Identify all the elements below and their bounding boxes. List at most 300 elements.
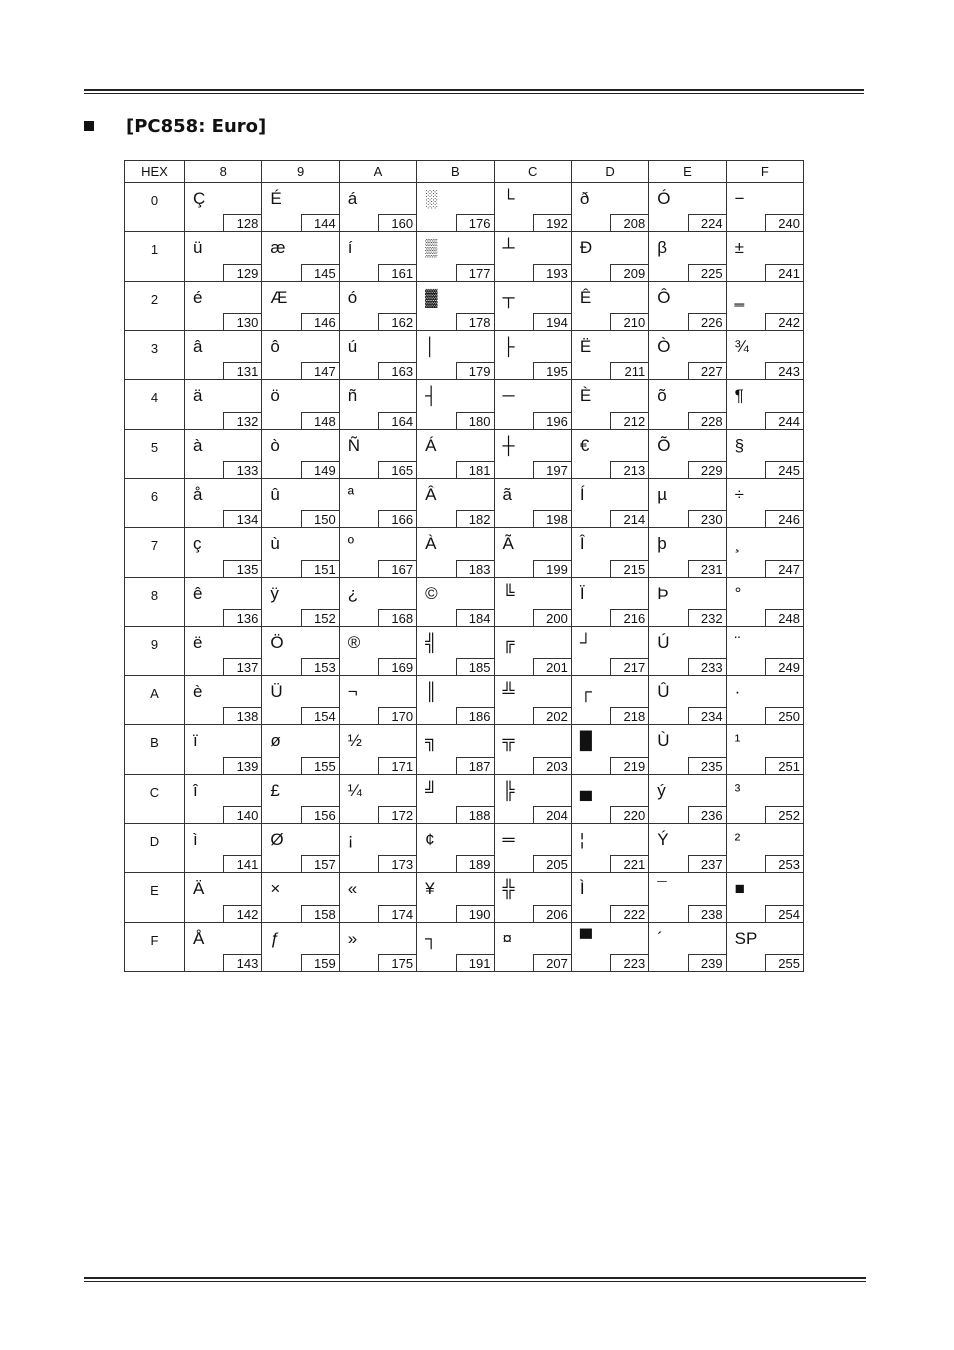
char-code: 200 — [533, 609, 571, 626]
char-code: 128 — [223, 214, 261, 231]
char-glyph: ¼ — [347, 780, 362, 800]
char-code: 229 — [688, 461, 726, 478]
char-code: 138 — [223, 707, 261, 724]
char-glyph: Ø — [270, 830, 284, 850]
row-hex-label: C — [125, 774, 185, 823]
char-code: 198 — [533, 510, 571, 527]
char-code: 135 — [223, 560, 261, 577]
char-glyph: £ — [270, 780, 280, 800]
char-code: 218 — [610, 707, 648, 724]
char-glyph: ░ — [425, 189, 438, 208]
char-glyph: ╗ — [425, 731, 438, 751]
char-glyph: Ã — [502, 534, 514, 554]
table-row — [125, 725, 804, 774]
char-glyph: « — [347, 879, 358, 899]
char-cell — [494, 380, 571, 429]
char-glyph: ¿ — [347, 583, 359, 603]
char-code: 231 — [688, 560, 726, 577]
char-code: 222 — [610, 905, 648, 922]
row-hex-label: 6 — [125, 478, 185, 527]
char-code: 186 — [456, 707, 494, 724]
char-glyph: ð — [579, 189, 590, 208]
char-cell — [726, 873, 803, 922]
char-glyph: └ — [502, 189, 515, 208]
char-code: 159 — [301, 954, 339, 971]
char-glyph: é — [193, 287, 203, 307]
char-glyph: β — [657, 238, 668, 258]
column-header: 8 — [185, 161, 262, 183]
char-code: 230 — [688, 510, 726, 527]
char-code: 133 — [223, 461, 261, 478]
table-row — [125, 380, 804, 429]
char-code: 132 — [223, 412, 261, 429]
char-cell — [494, 281, 571, 330]
char-glyph: ³ — [734, 780, 741, 800]
char-cell — [649, 577, 726, 626]
row-hex-label: 8 — [125, 577, 185, 626]
char-cell — [726, 676, 803, 725]
char-code: 254 — [765, 905, 803, 922]
char-code: 226 — [688, 313, 726, 330]
char-code: 232 — [688, 609, 726, 626]
char-code: 144 — [301, 214, 339, 231]
char-cell — [262, 725, 339, 774]
char-cell — [262, 676, 339, 725]
char-cell — [726, 281, 803, 330]
char-cell — [417, 330, 494, 379]
char-cell — [494, 232, 571, 281]
char-glyph: ┬ — [502, 287, 515, 307]
char-cell — [649, 281, 726, 330]
char-code: 187 — [456, 757, 494, 774]
char-code: 152 — [301, 609, 339, 626]
char-glyph: ¢ — [425, 830, 435, 850]
char-code: 221 — [610, 855, 648, 872]
char-cell — [571, 232, 648, 281]
char-glyph: Ù — [657, 731, 670, 751]
char-glyph: ç — [193, 534, 202, 554]
char-glyph: û — [270, 484, 280, 504]
row-hex-label: 7 — [125, 528, 185, 577]
char-cell — [494, 774, 571, 823]
char-cell — [185, 478, 262, 527]
char-cell — [417, 232, 494, 281]
char-cell — [649, 676, 726, 725]
char-cell — [494, 626, 571, 675]
char-code: 180 — [456, 412, 494, 429]
char-cell — [649, 183, 726, 232]
char-glyph: ï — [193, 731, 198, 751]
char-cell — [726, 232, 803, 281]
char-cell — [339, 577, 416, 626]
char-glyph: ▄ — [579, 780, 592, 800]
char-cell — [339, 528, 416, 577]
char-glyph: ± — [734, 238, 744, 258]
char-cell — [262, 824, 339, 873]
column-header: C — [494, 161, 571, 183]
table-row — [125, 478, 804, 527]
char-glyph: Î — [579, 534, 585, 554]
char-cell — [262, 429, 339, 478]
char-glyph: Ç — [193, 189, 206, 208]
char-cell — [339, 281, 416, 330]
char-cell — [339, 232, 416, 281]
char-code: 233 — [688, 658, 726, 675]
char-glyph: Ú — [657, 632, 670, 652]
char-code: 208 — [610, 214, 648, 231]
char-glyph: õ — [657, 386, 667, 406]
char-cell — [185, 232, 262, 281]
char-code: 183 — [456, 560, 494, 577]
table-row — [125, 232, 804, 281]
char-cell — [185, 676, 262, 725]
row-hex-label: B — [125, 725, 185, 774]
char-cell — [417, 725, 494, 774]
char-glyph: ¸ — [734, 534, 741, 554]
char-code: 142 — [223, 905, 261, 922]
char-glyph: ã — [502, 484, 512, 504]
char-cell — [339, 676, 416, 725]
char-code: 251 — [765, 757, 803, 774]
char-cell — [185, 626, 262, 675]
table-row — [125, 676, 804, 725]
char-cell — [185, 725, 262, 774]
char-code: 179 — [456, 362, 494, 379]
char-code: 182 — [456, 510, 494, 527]
char-cell — [494, 922, 571, 971]
char-cell — [571, 330, 648, 379]
char-glyph: º — [347, 534, 354, 554]
char-cell — [494, 824, 571, 873]
char-glyph: ║ — [425, 682, 438, 702]
char-cell — [262, 183, 339, 232]
row-hex-label: 2 — [125, 281, 185, 330]
char-code: 169 — [378, 658, 416, 675]
char-code: 188 — [456, 806, 494, 823]
char-cell — [262, 774, 339, 823]
char-glyph: æ — [270, 238, 286, 258]
table-row — [125, 824, 804, 873]
char-cell — [417, 922, 494, 971]
char-glyph: Ö — [270, 632, 284, 652]
char-cell — [726, 774, 803, 823]
char-code: 241 — [765, 264, 803, 281]
char-cell — [726, 183, 803, 232]
char-code: 228 — [688, 412, 726, 429]
char-cell — [185, 380, 262, 429]
char-cell — [649, 528, 726, 577]
char-code: 158 — [301, 905, 339, 922]
char-glyph: × — [270, 879, 281, 899]
char-glyph: å — [193, 484, 203, 504]
char-code: 234 — [688, 707, 726, 724]
char-cell — [262, 478, 339, 527]
char-cell — [649, 380, 726, 429]
char-code: 178 — [456, 313, 494, 330]
char-glyph: Ô — [657, 287, 671, 307]
char-glyph: Ó — [657, 189, 671, 208]
char-glyph: í — [347, 238, 353, 258]
char-glyph: ┌ — [579, 682, 592, 702]
char-code: 248 — [765, 609, 803, 626]
char-cell — [494, 478, 571, 527]
char-glyph: ó — [347, 287, 358, 307]
char-cell — [649, 922, 726, 971]
char-code: 161 — [378, 264, 416, 281]
char-cell — [339, 774, 416, 823]
char-cell — [339, 330, 416, 379]
char-code: 143 — [223, 954, 261, 971]
char-glyph: ▒ — [425, 238, 438, 258]
char-code: 235 — [688, 757, 726, 774]
char-glyph: ö — [270, 386, 280, 406]
char-glyph: ¥ — [425, 879, 435, 899]
char-cell — [262, 528, 339, 577]
table-row — [125, 281, 804, 330]
char-code: 204 — [533, 806, 571, 823]
char-glyph: Í — [579, 484, 585, 504]
char-code: 170 — [378, 707, 416, 724]
character-code-table — [124, 160, 804, 972]
char-glyph: € — [579, 435, 590, 455]
char-code: 171 — [378, 757, 416, 774]
char-cell — [649, 429, 726, 478]
char-glyph: ü — [193, 238, 203, 258]
char-glyph: Õ — [657, 435, 671, 455]
char-glyph: è — [193, 682, 203, 702]
char-cell — [494, 577, 571, 626]
char-code: 141 — [223, 855, 261, 872]
char-glyph: á — [347, 189, 358, 208]
section-heading — [84, 113, 266, 139]
char-code: 201 — [533, 658, 571, 675]
char-glyph: ° — [734, 583, 742, 603]
char-cell — [494, 183, 571, 232]
char-code: 140 — [223, 806, 261, 823]
char-code: 130 — [223, 313, 261, 330]
char-cell — [417, 380, 494, 429]
char-code: 245 — [765, 461, 803, 478]
row-hex-label: F — [125, 922, 185, 971]
char-code: 134 — [223, 510, 261, 527]
char-cell — [417, 577, 494, 626]
char-glyph: ô — [270, 336, 280, 356]
char-code: 163 — [378, 362, 416, 379]
char-code: 242 — [765, 313, 803, 330]
char-cell — [339, 824, 416, 873]
char-glyph: · — [734, 682, 741, 702]
char-glyph: Ñ — [347, 435, 361, 455]
char-glyph: ┘ — [579, 632, 592, 652]
char-code: 184 — [456, 609, 494, 626]
char-glyph: ² — [734, 830, 741, 850]
char-code: 252 — [765, 806, 803, 823]
char-glyph: ù — [270, 534, 280, 554]
char-glyph: Ê — [579, 287, 592, 307]
char-glyph: ¤ — [502, 928, 512, 948]
char-code: 156 — [301, 806, 339, 823]
char-code: 219 — [610, 757, 648, 774]
char-code: 193 — [533, 264, 571, 281]
table-body — [125, 183, 804, 972]
char-glyph: │ — [425, 336, 436, 356]
char-glyph: ╠ — [502, 780, 515, 800]
hex-corner-label: HEX — [125, 161, 185, 183]
char-code: 176 — [456, 214, 494, 231]
row-hex-label: 3 — [125, 330, 185, 379]
char-cell — [726, 725, 803, 774]
char-code: 145 — [301, 264, 339, 281]
char-cell — [571, 676, 648, 725]
char-glyph: Ü — [270, 682, 283, 702]
char-cell — [262, 281, 339, 330]
char-cell — [417, 183, 494, 232]
char-cell — [571, 528, 648, 577]
char-code: 148 — [301, 412, 339, 429]
char-glyph: ┤ — [425, 386, 438, 406]
column-header: D — [571, 161, 648, 183]
char-glyph: ø — [270, 731, 281, 751]
char-code: 213 — [610, 461, 648, 478]
table-row — [125, 330, 804, 379]
char-code: 205 — [533, 855, 571, 872]
char-cell — [185, 824, 262, 873]
char-cell — [571, 824, 648, 873]
char-code: 243 — [765, 362, 803, 379]
char-code: 149 — [301, 461, 339, 478]
char-code: 247 — [765, 560, 803, 577]
char-glyph: ╚ — [502, 583, 515, 603]
char-glyph: ▀ — [579, 928, 592, 948]
row-hex-label: 4 — [125, 380, 185, 429]
char-glyph: ¬ — [347, 682, 358, 702]
char-cell — [185, 774, 262, 823]
char-glyph: Þ — [657, 583, 669, 603]
char-code: 162 — [378, 313, 416, 330]
char-glyph: ‗ — [734, 287, 745, 307]
char-glyph: ú — [347, 336, 358, 356]
char-cell — [185, 873, 262, 922]
footer-rule — [84, 1277, 866, 1282]
char-code: 136 — [223, 609, 261, 626]
char-code: 215 — [610, 560, 648, 577]
char-glyph: ¶ — [734, 386, 744, 406]
char-glyph: ┴ — [502, 238, 515, 258]
char-glyph: ■ — [734, 879, 745, 899]
char-glyph: ý — [657, 780, 666, 800]
char-glyph: À — [425, 534, 437, 554]
char-glyph: ¡ — [347, 830, 354, 850]
char-code: 150 — [301, 510, 339, 527]
char-cell — [417, 774, 494, 823]
char-cell — [417, 626, 494, 675]
char-code: 129 — [223, 264, 261, 281]
char-code: 220 — [610, 806, 648, 823]
char-glyph: § — [734, 435, 745, 455]
char-glyph: Å — [193, 928, 205, 948]
char-glyph: Ä — [193, 879, 205, 899]
char-cell — [726, 330, 803, 379]
char-glyph: Á — [425, 435, 437, 455]
char-glyph: Ò — [657, 336, 671, 356]
char-cell — [571, 281, 648, 330]
row-hex-label: D — [125, 824, 185, 873]
char-code: 246 — [765, 510, 803, 527]
char-code: 249 — [765, 658, 803, 675]
char-code: 199 — [533, 560, 571, 577]
char-cell — [339, 429, 416, 478]
char-cell — [649, 330, 726, 379]
column-header: A — [339, 161, 416, 183]
char-code: 209 — [610, 264, 648, 281]
char-glyph: î — [193, 780, 198, 800]
char-cell — [571, 478, 648, 527]
char-glyph: ƒ — [270, 928, 280, 948]
char-glyph: ò — [270, 435, 280, 455]
char-cell — [339, 183, 416, 232]
table-row — [125, 774, 804, 823]
char-cell — [417, 873, 494, 922]
char-cell — [571, 873, 648, 922]
char-code: 154 — [301, 707, 339, 724]
char-cell — [185, 429, 262, 478]
char-code: 151 — [301, 560, 339, 577]
char-glyph: ¨ — [734, 632, 741, 652]
header-rule — [84, 89, 864, 94]
row-hex-label: E — [125, 873, 185, 922]
char-cell — [726, 429, 803, 478]
char-cell — [417, 429, 494, 478]
char-code: 203 — [533, 757, 571, 774]
char-cell — [339, 922, 416, 971]
char-cell — [417, 676, 494, 725]
char-glyph: ® — [347, 632, 361, 652]
char-code: 174 — [378, 905, 416, 922]
char-code: 153 — [301, 658, 339, 675]
table-row — [125, 183, 804, 232]
char-glyph: ñ — [347, 386, 358, 406]
char-glyph: ë — [193, 632, 203, 652]
char-glyph: ═ — [502, 830, 515, 850]
char-code: 210 — [610, 313, 648, 330]
char-glyph: Ì — [579, 879, 585, 899]
char-glyph: Ï — [579, 583, 585, 603]
char-cell — [262, 626, 339, 675]
char-code: 238 — [688, 905, 726, 922]
char-code: 181 — [456, 461, 494, 478]
char-code: 167 — [378, 560, 416, 577]
char-cell — [571, 922, 648, 971]
char-glyph: ╣ — [425, 632, 438, 652]
char-cell — [726, 922, 803, 971]
char-cell — [649, 626, 726, 675]
char-cell — [339, 725, 416, 774]
char-cell — [649, 774, 726, 823]
char-cell — [185, 330, 262, 379]
char-glyph: SP — [734, 928, 758, 948]
char-glyph: ╩ — [502, 682, 515, 702]
char-cell — [262, 922, 339, 971]
char-code: 250 — [765, 707, 803, 724]
char-cell — [339, 478, 416, 527]
char-cell — [262, 380, 339, 429]
row-hex-label: 5 — [125, 429, 185, 478]
char-cell — [571, 577, 648, 626]
char-code: 189 — [456, 855, 494, 872]
char-cell — [185, 183, 262, 232]
char-glyph: þ — [657, 534, 667, 554]
char-glyph: ¹ — [734, 731, 741, 751]
